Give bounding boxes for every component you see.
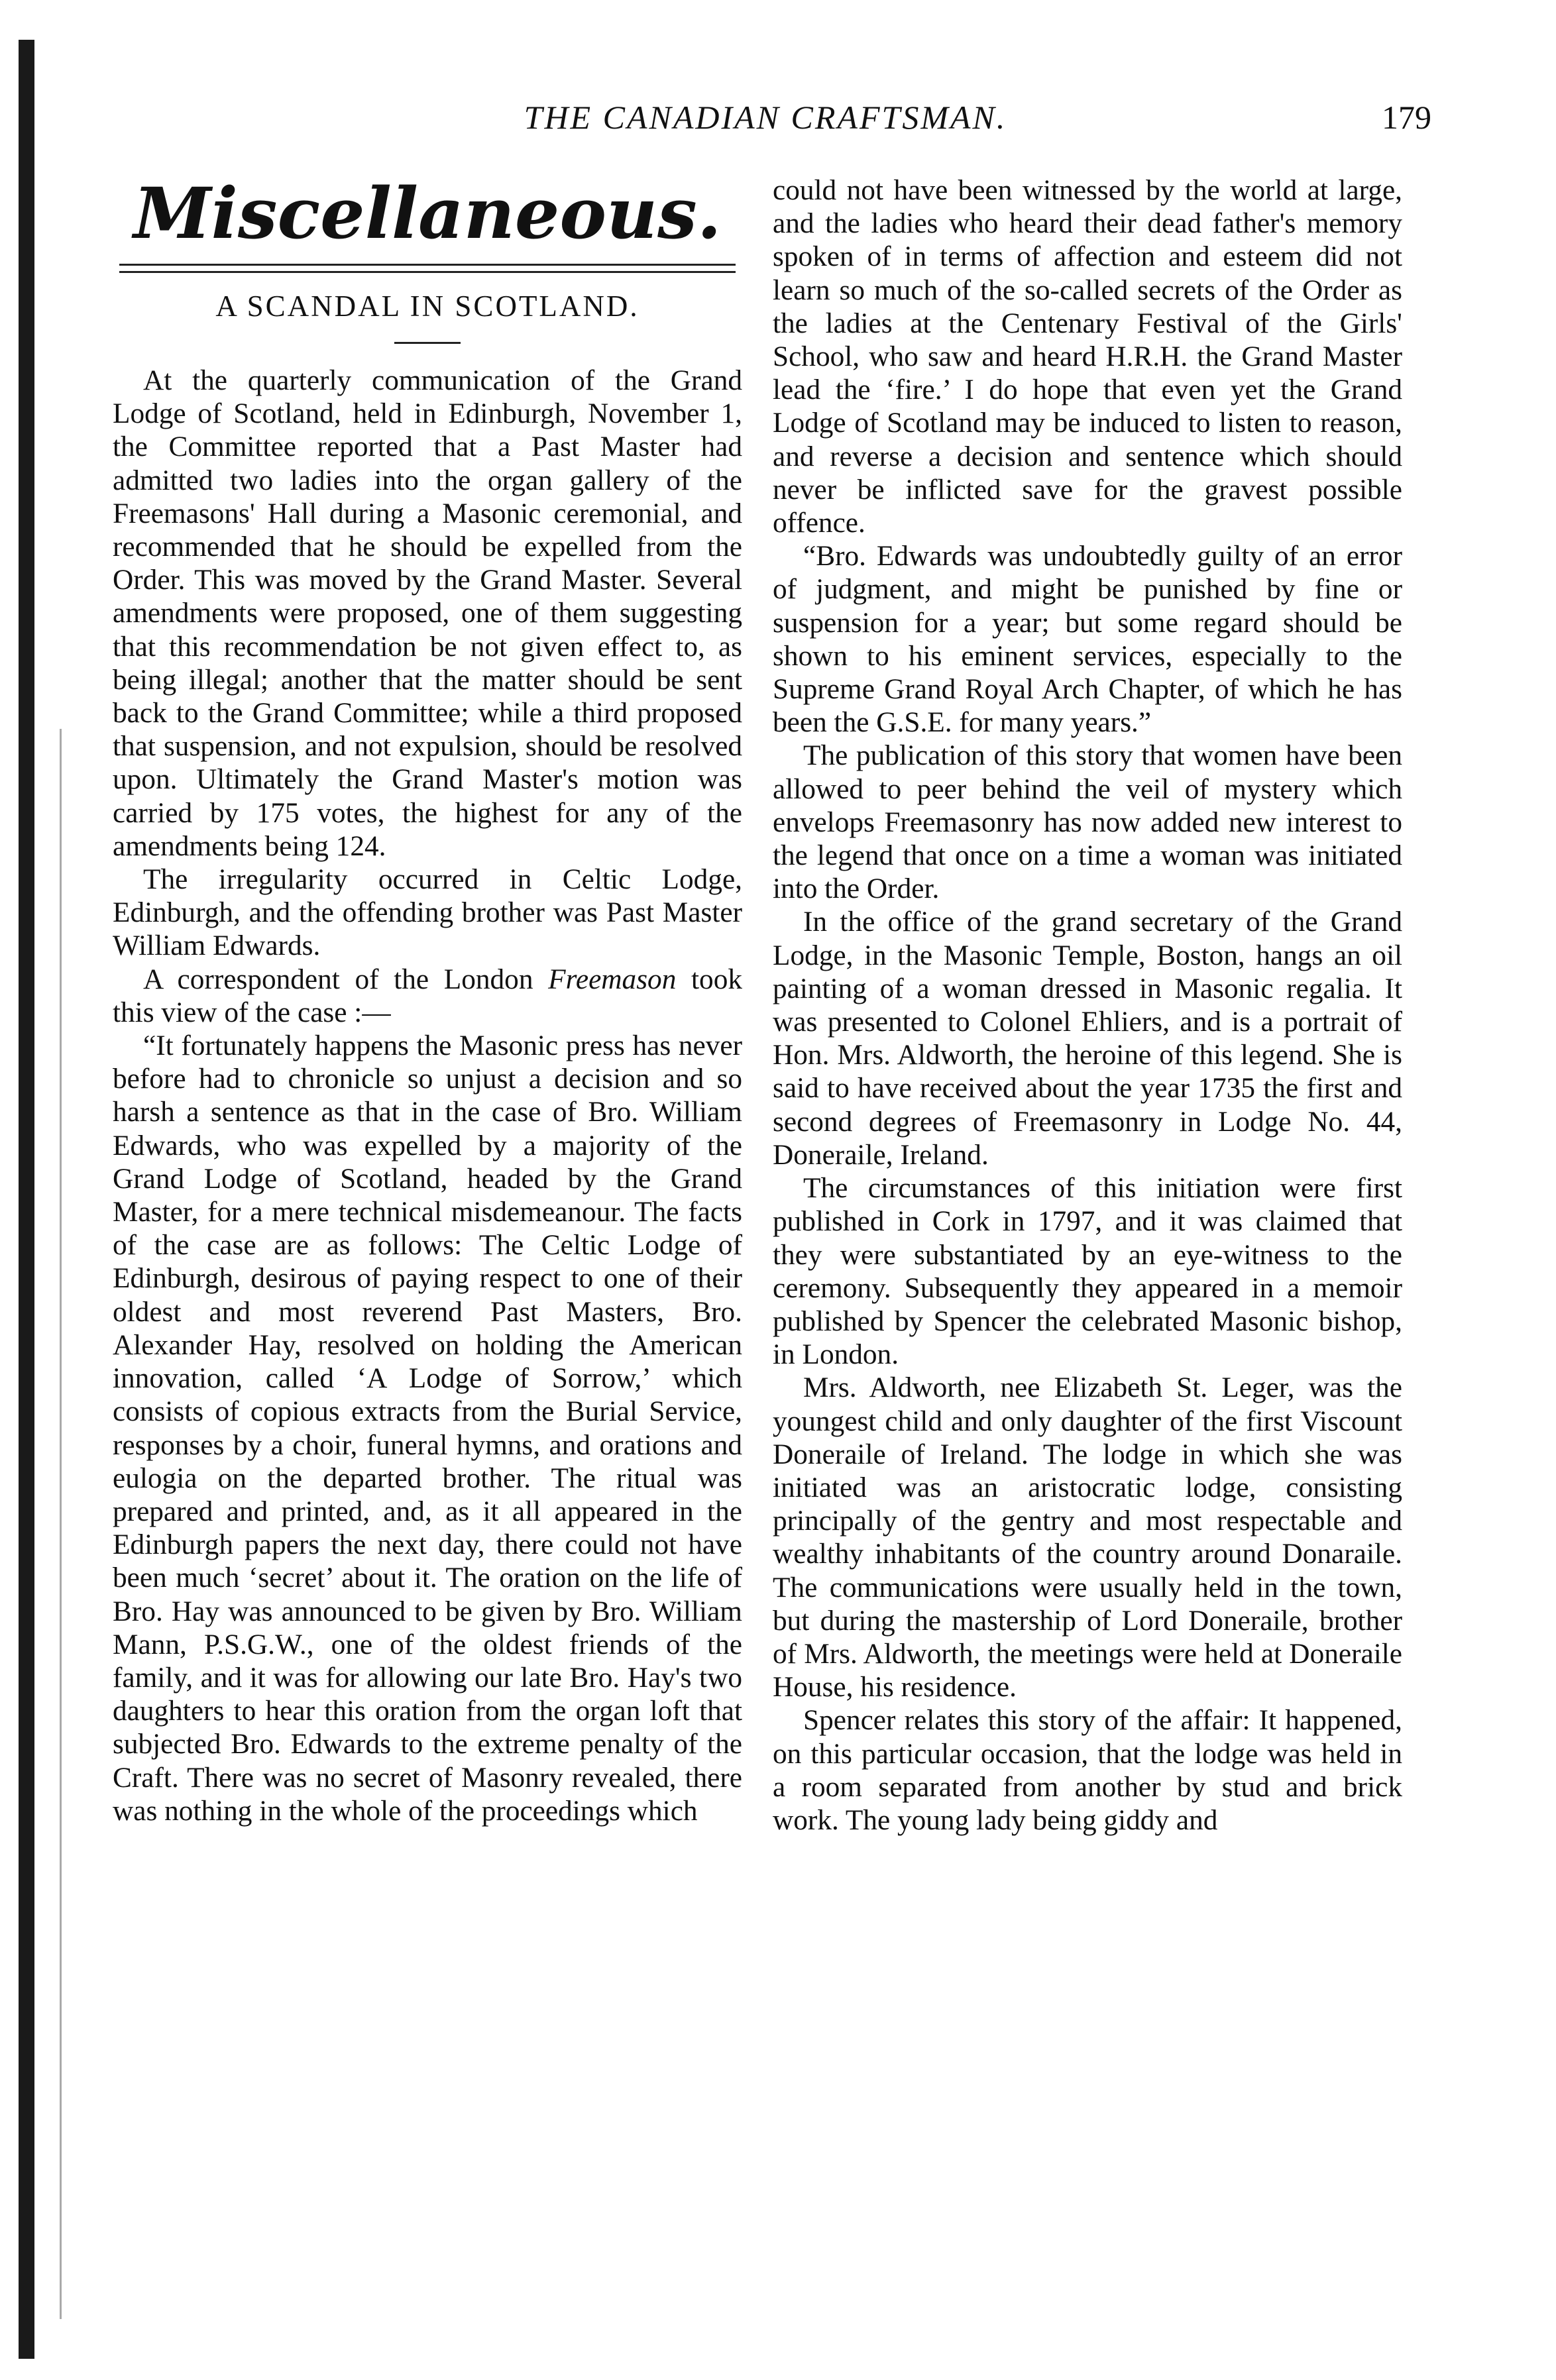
paragraph: The circumstances of this initiation were first published in Cork in 1797, and it was claimed that they were substantiated by an eye-witness to the ceremony. Subsequently they appeared in a memoir published by Spencer the celebrated Masonic bishop, in London. <box>773 1172 1402 1371</box>
correspondent-outro: took this view of the case :— <box>113 963 742 1028</box>
paragraph: The irregularity occurred in Celtic Lodge, Edinburgh, and the offending brother was Past Master William Edwards. <box>113 863 742 962</box>
section-heading: Miscellaneous. <box>133 172 722 254</box>
page-header <box>99 98 1431 151</box>
paragraph: Spencer relates this story of the affair: It happened, on this particular occasion, that the lodge was held in a room separated from another by stud and brick work. The young lady being giddy and <box>773 1704 1402 1836</box>
paragraph: Mrs. Aldworth, nee Elizabeth St. Leger, was the youngest child and only daughter of the first Viscount Doneraile of Ireland. The lodge in which she was initiated was an aristocratic lodge, consisting principally of the gentry and most respectable and wealthy inhabitants of the country around Donaraile. The communications were usually held in the town, but during the mastership of Lord Doneraile, brother of Mrs. Aldworth, the meetings were held at Doneraile House, his residence. <box>773 1372 1402 1704</box>
correspondent-intro: A correspondent of the London <box>143 963 533 995</box>
short-rule-divider <box>394 342 461 344</box>
page-gutter-line <box>60 729 62 2319</box>
paragraph: “Bro. Edwards was undoubtedly guilty of an error of judgment, and might be punished by fine or suspension for a year; but some regard should be shown to his eminent services, especially to the Supreme Grand Royal Arch Chapter, of which he has been the G.S.E. for many years.” <box>773 540 1402 739</box>
paragraph-continued: could not have been witnessed by the world at large, and the ladies who heard their dead father's memory spoken of in terms of affection and esteem did not learn so much of the so-called secrets of the Order as the ladies at the Centenary Festival of the Girls' School, who saw and heard H.R.H. the Grand Master lead the ‘fire.’ I do hope that even yet the Grand Lodge of Scotland may be induced to listen to reason, and reverse a decision and sentence which should never be inflicted save for the gravest possible offence. <box>773 174 1402 539</box>
right-column <box>773 174 1402 1837</box>
paragraph: In the office of the grand secretary of the Grand Lodge, in the Masonic Temple, Boston, hangs an oil painting of a woman dressed in Masonic regalia. It was presented to Colonel Ehliers, and is a portrait of Hon. Mrs. Aldworth, the heroine of this legend. She is said to have received about the year 1735 the first and second degrees of Freemasonry in Lodge No. 44, Doneraile, Ireland. <box>773 906 1402 1171</box>
paragraph: The publication of this story that women have been allowed to peer behind the veil of mystery which envelops Freemasonry has now added new interest to the legend that once on a time a woman was initiated into the Order. <box>773 739 1402 905</box>
page-number: 179 <box>1382 99 1431 136</box>
newspaper-name: Freemason <box>548 963 677 995</box>
article-title: A SCANDAL IN SCOTLAND. <box>215 290 639 323</box>
paragraph: “It fortunately happens the Masonic press has never before had to chronicle so unjust a decision and so harsh a sentence as that in the case of Bro. William Edwards, who was expelled by a majority of the Grand Lodge of Scotland, headed by the Grand Master, for a mere technical misdemeanour. The facts of the case are as follows: The Celtic Lodge of Edinburgh, desirous of paying respect to one of their oldest and most reverend Past Masters, Bro. Alexander Hay, resolved on holding the American innovation, called ‘A Lodge of Sorrow,’ which consists of copious extracts from the Burial Service, responses by a choir, funeral hymns, and orations and eulogia on the departed brother. The ritual was prepared and printed, and, as it all appeared in the Edinburgh papers the next day, there could not have been much ‘secret’ about it. The oration on the life of Bro. Hay was announced to be given by Bro. William Mann, P.S.G.W., one of the oldest friends of the family, and it was for allowing our late Bro. Hay's two daughters to hear this oration from the organ loft that subjected Bro. Edwards to the extreme penalty of the Craft. There was no secret of Masonry revealed, there was nothing in the whole of the proceedings which <box>113 1030 742 1827</box>
double-rule-divider <box>119 264 736 273</box>
left-column <box>113 174 742 1827</box>
running-title: THE CANADIAN CRAFTSMAN. <box>524 99 1007 136</box>
page-binding-shadow <box>19 40 34 2359</box>
paragraph-correspondent <box>113 963 742 1029</box>
paragraph: At the quarterly communication of the Grand Lodge of Scotland, held in Edinburgh, November 1, the Committee reported that a Past Master had admitted two ladies into the organ gallery of the Freemasons' Hall during a Masonic ceremonial, and recommended that he should be expelled from the Order. This was moved by the Grand Master. Several amendments were proposed, one of them suggesting that this recommendation be not given effect to, as being illegal; another that the matter should be sent back to the Grand Committee; while a third proposed that suspension, and not expulsion, should be resolved upon. Ultimately the Grand Master's motion was carried by 175 votes, the highest for any of the amendments being 124. <box>113 364 742 862</box>
